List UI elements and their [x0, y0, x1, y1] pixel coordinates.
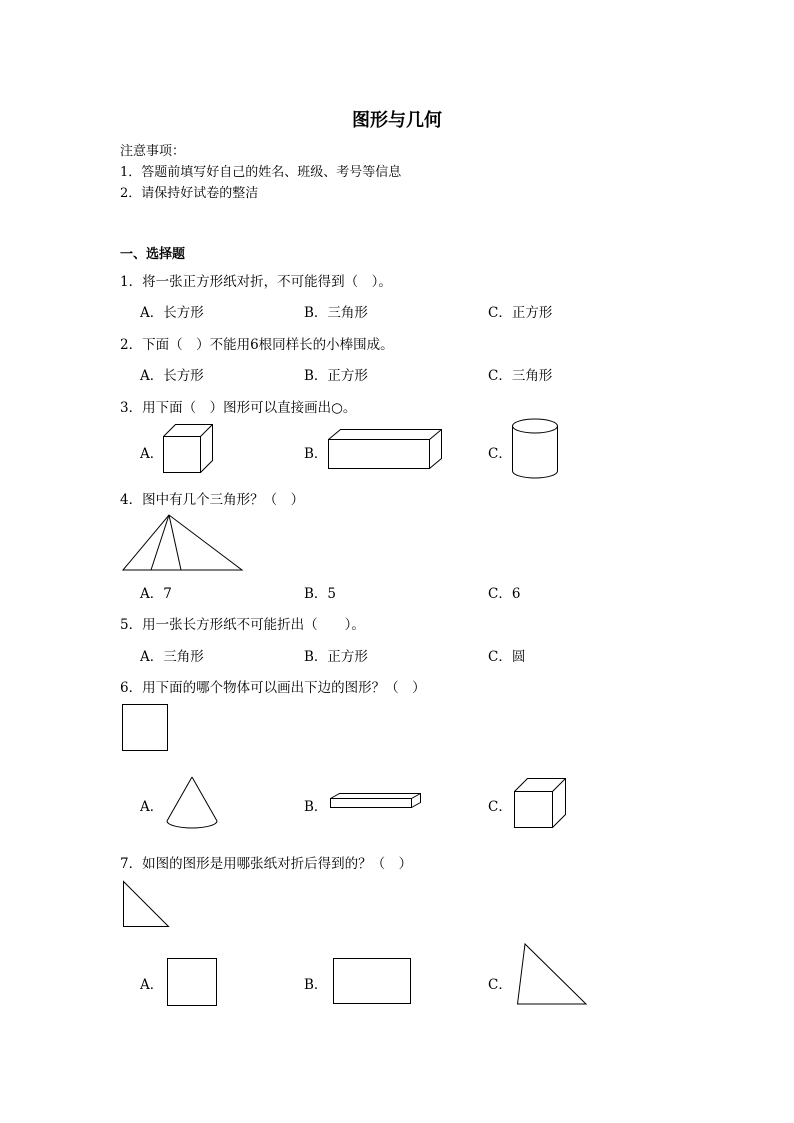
q5-option-c[interactable]: C．圆 — [488, 649, 526, 665]
right-triangle-figure — [121, 880, 171, 929]
section-heading: 一、选择题 — [120, 247, 186, 262]
q1-option-c[interactable]: C．正方形 — [488, 305, 553, 321]
question-5-stem: 5．用一张长方形纸不可能折出（ ）。 — [120, 617, 365, 633]
q3-option-a[interactable]: A． — [140, 446, 164, 462]
q1-option-a[interactable]: A．长方形 — [140, 305, 204, 321]
question-2-stem: 2．下面（ ）不能用6根同样长的小棒围成。 — [120, 337, 394, 353]
q5-option-b[interactable]: B．正方形 — [304, 649, 368, 665]
cone-figure — [165, 776, 219, 831]
q4-option-b[interactable]: B．5 — [304, 586, 337, 602]
q3-option-c[interactable]: C． — [488, 446, 512, 462]
cuboid-figure — [327, 429, 443, 470]
q4-option-c[interactable]: C．6 — [488, 586, 521, 602]
q5-option-a[interactable]: A．三角形 — [140, 649, 204, 665]
q3-option-b[interactable]: B． — [304, 446, 328, 462]
question-7-stem: 7．如图的图形是用哪张纸对折后得到的？（ ） — [120, 856, 413, 872]
cylinder-figure — [511, 418, 559, 480]
flat-cuboid-figure — [329, 793, 422, 810]
option-triangle-figure — [516, 943, 588, 1006]
q6-option-b[interactable]: B． — [304, 799, 328, 815]
question-3-stem: 3．用下面（ ）图形可以直接画出○。 — [120, 400, 357, 416]
q1-option-b[interactable]: B．三角形 — [304, 305, 368, 321]
page-title: 图形与几何 — [352, 110, 442, 131]
q4-option-a[interactable]: A．7 — [140, 586, 172, 602]
notice-heading: 注意事项： — [120, 144, 186, 159]
q6-option-a[interactable]: A． — [140, 799, 164, 815]
square-figure — [122, 704, 169, 752]
option-rectangle-figure — [332, 957, 412, 1005]
q2-option-b[interactable]: B．正方形 — [304, 368, 368, 384]
notice-item-2: 2．请保持好试卷的整洁 — [120, 186, 259, 201]
q7-option-b[interactable]: B． — [304, 977, 328, 993]
q6-option-c[interactable]: C． — [488, 799, 512, 815]
q7-option-c[interactable]: C． — [488, 977, 512, 993]
triangle-cevians-figure — [121, 513, 245, 573]
q2-option-c[interactable]: C．三角形 — [488, 368, 553, 384]
q2-option-a[interactable]: A．长方形 — [140, 368, 204, 384]
notice-item-1: 1．答题前填写好自己的姓名、班级、考号等信息 — [120, 165, 402, 180]
option-square-figure — [166, 957, 218, 1007]
cube-figure-2 — [513, 777, 567, 829]
cube-figure — [162, 424, 214, 474]
question-6-stem: 6．用下面的哪个物体可以画出下边的图形？（ ） — [120, 680, 426, 696]
q7-option-a[interactable]: A． — [140, 977, 164, 993]
question-1-stem: 1．将一张正方形纸对折，不可能得到（ ）。 — [120, 274, 392, 290]
question-4-stem: 4．图中有几个三角形？（ ） — [120, 492, 305, 508]
